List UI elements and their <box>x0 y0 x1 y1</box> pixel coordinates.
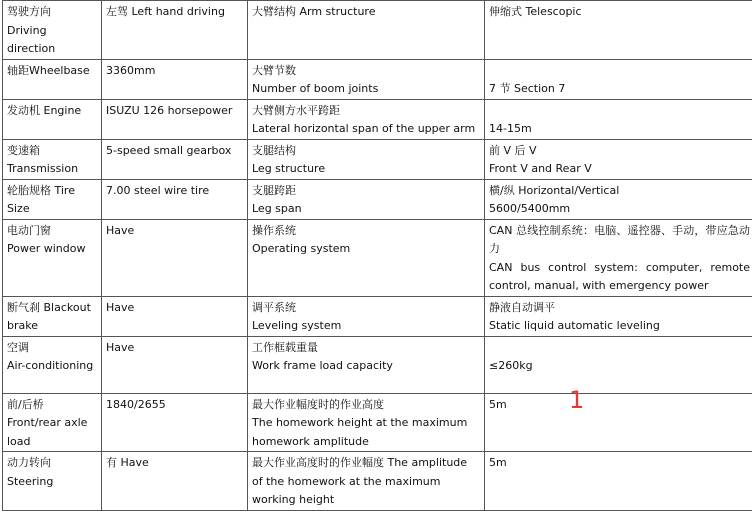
value-cell <box>102 452 248 511</box>
feature-label-en: Steering <box>7 473 97 492</box>
annotation-marker: 1 <box>569 386 584 414</box>
spec-text: Static liquid automatic leveling <box>489 317 750 336</box>
table-row <box>3 393 752 452</box>
spec-cell <box>485 393 752 452</box>
feature-label-en: Size <box>7 200 97 219</box>
param-label-cn: 支腿结构 <box>252 142 480 161</box>
value-cell <box>102 179 248 219</box>
feature-label-cn: 动力转向 <box>7 454 97 473</box>
spec-text: 5m <box>489 454 750 473</box>
feature-label-en: Front/rear axle <box>7 414 97 433</box>
param-label-en: Leveling system <box>252 317 480 336</box>
feature-label-en: Power window <box>7 240 97 259</box>
feature-label-en: brake <box>7 317 97 336</box>
param-cell <box>248 1 485 60</box>
value-cell <box>102 59 248 99</box>
spec-text: 前 V 后 V <box>489 142 750 161</box>
param-label-en: Leg structure <box>252 160 480 179</box>
spec-text: 5600/5400mm <box>489 200 750 219</box>
feature-label-cn: 轮胎规格 Tire <box>7 182 97 201</box>
value-text: 5-speed small gearbox <box>106 142 243 161</box>
param-label-en: Lateral horizontal span of the upper arm <box>252 120 480 139</box>
feature-label-cn: 空调 <box>7 339 97 358</box>
spec-text: 14-15m <box>489 120 750 139</box>
param-label-en: Work frame load capacity <box>252 357 480 376</box>
param-label-cn: 工作框载重量 <box>252 339 480 358</box>
value-cell <box>102 99 248 139</box>
param-label-cn: 操作系统 <box>252 222 480 241</box>
feature-label-cn: 驾驶方向 <box>7 3 97 22</box>
spec-cell <box>485 139 752 179</box>
value-text: ISUZU 126 horsepower <box>106 102 243 121</box>
spec-text <box>489 102 750 121</box>
table-row <box>3 99 752 139</box>
param-cell <box>248 179 485 219</box>
spec-cell <box>485 219 752 296</box>
value-text: Have <box>106 339 243 358</box>
param-label-cn: 大臂结构 Arm structure <box>252 3 480 22</box>
feature-cell <box>3 59 102 99</box>
feature-cell <box>3 219 102 296</box>
feature-label-en: Air-conditioning <box>7 357 97 376</box>
table-row <box>3 336 752 393</box>
feature-label-cn: 电动门窗 <box>7 222 97 241</box>
param-cell <box>248 336 485 393</box>
param-cell <box>248 139 485 179</box>
feature-label-en: Transmission <box>7 160 97 179</box>
param-label-cn: 支腿跨距 <box>252 182 480 201</box>
feature-cell <box>3 452 102 511</box>
value-cell <box>102 296 248 336</box>
feature-label-cn: 前/后桥 <box>7 396 97 415</box>
param-label-en: Operating system <box>252 240 480 259</box>
value-cell <box>102 219 248 296</box>
spec-cell <box>485 99 752 139</box>
spec-text: 伸缩式 Telescopic <box>489 3 750 22</box>
spec-cell <box>485 452 752 511</box>
table-row <box>3 139 752 179</box>
table-row <box>3 1 752 60</box>
param-label-cn: 最大作业高度时的作业幅度 The amplitude of the homework at the maximum working height <box>252 454 480 510</box>
param-cell <box>248 59 485 99</box>
spec-text: 静液自动调平 <box>489 299 750 318</box>
value-text: 1840/2655 <box>106 396 243 415</box>
table-row <box>3 179 752 219</box>
spec-text: ≤260kg <box>489 357 750 376</box>
feature-cell <box>3 296 102 336</box>
feature-cell <box>3 1 102 60</box>
param-label-cn: 最大作业幅度时的作业高度 <box>252 396 480 415</box>
spec-cell <box>485 296 752 336</box>
value-text: 有 Have <box>106 454 243 473</box>
feature-label-en: direction <box>7 40 97 59</box>
feature-cell <box>3 139 102 179</box>
feature-label-cn: 断气刹 Blackout <box>7 299 97 318</box>
spec-text <box>489 339 750 358</box>
spec-text: Front V and Rear V <box>489 160 750 179</box>
feature-cell <box>3 336 102 393</box>
param-label-cn: 大臂节数 <box>252 62 480 81</box>
spec-table <box>2 0 752 511</box>
param-cell <box>248 452 485 511</box>
value-text: 7.00 steel wire tire <box>106 182 243 201</box>
spec-cell <box>485 1 752 60</box>
spec-cell <box>485 179 752 219</box>
param-cell <box>248 219 485 296</box>
feature-label-cn: 变速箱 <box>7 142 97 161</box>
param-cell <box>248 99 485 139</box>
feature-label-cn: 轴距Wheelbase <box>7 62 97 81</box>
spec-text: CAN bus control system: computer, remote control, manual, with emergency power <box>489 259 750 296</box>
param-cell <box>248 296 485 336</box>
table-row <box>3 296 752 336</box>
param-label-en: Number of boom joints <box>252 80 480 99</box>
value-cell <box>102 393 248 452</box>
spec-cell <box>485 336 752 393</box>
spec-text: 横/纵 Horizontal/Vertical <box>489 182 750 201</box>
value-cell <box>102 336 248 393</box>
feature-label-en: Driving <box>7 22 97 41</box>
feature-label-cn: 发动机 Engine <box>7 102 97 121</box>
param-label-cn: 大臂侧方水平跨距 <box>252 102 480 121</box>
value-text: 左驾 Left hand driving <box>106 3 243 22</box>
spec-text: CAN 总线控制系统：电脑、遥控器、手动，带应急动力 <box>489 222 750 259</box>
table-row <box>3 452 752 511</box>
param-cell <box>248 393 485 452</box>
param-label-en: Leg span <box>252 200 480 219</box>
param-label-cn: 调平系统 <box>252 299 480 318</box>
spec-text: 7 节 Section 7 <box>489 80 750 99</box>
value-text: Have <box>106 222 243 241</box>
spec-text: 5m <box>489 396 750 415</box>
value-cell <box>102 1 248 60</box>
feature-cell <box>3 393 102 452</box>
value-text: Have <box>106 299 243 318</box>
value-cell <box>102 139 248 179</box>
spec-text <box>489 62 750 81</box>
param-label-en: The homework height at the maximum homework amplitude <box>252 414 480 451</box>
table-row <box>3 219 752 296</box>
value-text: 3360mm <box>106 62 243 81</box>
spec-cell <box>485 59 752 99</box>
feature-label-en: load <box>7 433 97 452</box>
feature-cell <box>3 179 102 219</box>
feature-cell <box>3 99 102 139</box>
table-row <box>3 59 752 99</box>
